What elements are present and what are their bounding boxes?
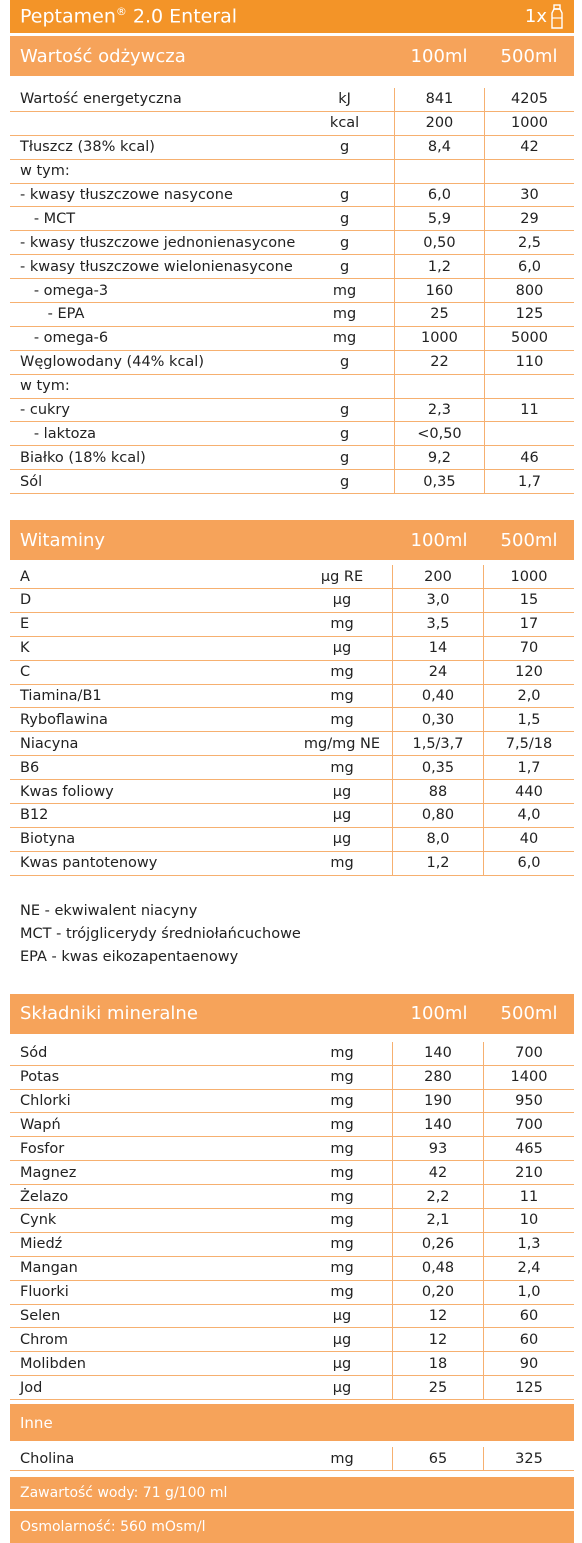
table-row xyxy=(10,636,574,660)
table-row xyxy=(10,159,574,183)
row-value-500ml: 90 xyxy=(484,1352,575,1376)
bottle-icon xyxy=(550,4,564,30)
table-row xyxy=(10,398,574,422)
row-unit: µg xyxy=(292,827,393,851)
row-unit: kJ xyxy=(295,88,394,111)
row-value-500ml: 1,0 xyxy=(484,1280,575,1304)
row-value-500ml: 30 xyxy=(485,183,575,207)
row-value-500ml: 325 xyxy=(484,1447,575,1470)
water-content: Zawartość wody: 71 g/100 ml xyxy=(10,1475,574,1509)
pack-info xyxy=(525,4,564,30)
note-line: MCT - trójglicerydy średniołańcuchowe xyxy=(20,925,301,942)
row-unit: mg xyxy=(292,1185,393,1209)
row-value-100ml: 93 xyxy=(393,1137,484,1161)
row-name: Sód xyxy=(10,1042,292,1065)
row-value-500ml: 1,5 xyxy=(484,708,575,732)
table-row xyxy=(10,1065,574,1089)
row-unit: mg xyxy=(292,1137,393,1161)
row-value-500ml: 440 xyxy=(484,780,575,804)
row-value-500ml: 465 xyxy=(484,1137,575,1161)
table-row xyxy=(10,804,574,828)
row-value-500ml xyxy=(485,159,575,183)
row-name: Jod xyxy=(10,1376,292,1400)
table-row xyxy=(10,1232,574,1256)
row-unit: µg xyxy=(292,1352,393,1376)
row-name: Niacyna xyxy=(10,732,292,756)
row-unit: mg xyxy=(292,1065,393,1089)
row-unit: mg xyxy=(292,1042,393,1065)
row-name: - omega-3 xyxy=(10,279,295,303)
row-value-100ml: 6,0 xyxy=(394,183,484,207)
row-value-500ml: 700 xyxy=(484,1042,575,1065)
row-value-100ml: 2,1 xyxy=(393,1208,484,1232)
row-value-100ml: 25 xyxy=(394,303,484,327)
row-unit: mg xyxy=(292,684,393,708)
row-value-500ml: 60 xyxy=(484,1328,575,1352)
row-name: Żelazo xyxy=(10,1185,292,1209)
table-row xyxy=(10,1137,574,1161)
row-unit: µg xyxy=(292,1376,393,1400)
row-value-100ml: 190 xyxy=(393,1089,484,1113)
row-value-100ml: 200 xyxy=(394,111,484,135)
row-unit: mg xyxy=(292,1113,393,1137)
row-value-500ml: 125 xyxy=(485,303,575,327)
row-value-100ml: <0,50 xyxy=(394,422,484,446)
row-name: Chlorki xyxy=(10,1089,292,1113)
row-value-500ml: 210 xyxy=(484,1161,575,1185)
table-row xyxy=(10,326,574,350)
table-row xyxy=(10,207,574,231)
row-name: Kwas foliowy xyxy=(10,780,292,804)
table-row xyxy=(10,470,574,494)
row-value-100ml: 65 xyxy=(393,1447,484,1470)
row-unit: mg xyxy=(292,756,393,780)
row-unit: mg xyxy=(292,1089,393,1113)
row-unit: g xyxy=(295,422,394,446)
row-unit: g xyxy=(295,398,394,422)
row-name: D xyxy=(10,589,292,613)
row-value-500ml: 11 xyxy=(484,1185,575,1209)
table-row xyxy=(10,780,574,804)
row-name: Biotyna xyxy=(10,827,292,851)
row-unit: g xyxy=(295,183,394,207)
row-unit: mg/mg NE xyxy=(292,732,393,756)
row-value-500ml xyxy=(485,422,575,446)
col-500ml-header: 500ml xyxy=(500,1003,558,1025)
row-value-500ml: 950 xyxy=(484,1089,575,1113)
row-name: C xyxy=(10,660,292,684)
table-row xyxy=(10,565,574,588)
row-unit: mg xyxy=(292,1256,393,1280)
vitamins-title: Witaminy xyxy=(20,529,106,551)
row-name: Kwas pantotenowy xyxy=(10,851,292,875)
row-name: - MCT xyxy=(10,207,295,231)
row-unit xyxy=(295,374,394,398)
row-name: Tłuszcz (38% kcal) xyxy=(10,135,295,159)
row-name: Molibden xyxy=(10,1352,292,1376)
row-value-100ml: 140 xyxy=(393,1113,484,1137)
table-row xyxy=(10,374,574,398)
row-name: - omega-6 xyxy=(10,326,295,350)
row-name: Wartość energetyczna xyxy=(10,88,295,111)
row-value-500ml: 1,7 xyxy=(485,470,575,494)
row-unit: g xyxy=(295,350,394,374)
row-value-100ml: 140 xyxy=(393,1042,484,1065)
row-value-100ml: 18 xyxy=(393,1352,484,1376)
row-unit: g xyxy=(295,135,394,159)
row-value-100ml: 8,4 xyxy=(394,135,484,159)
table-row xyxy=(10,851,574,875)
table-row xyxy=(10,1352,574,1376)
row-name: Węglowodany (44% kcal) xyxy=(10,350,295,374)
table-row xyxy=(10,684,574,708)
row-value-100ml: 0,48 xyxy=(393,1256,484,1280)
table-row xyxy=(10,589,574,613)
row-name: Fluorki xyxy=(10,1280,292,1304)
row-value-500ml: 1,7 xyxy=(484,756,575,780)
row-unit: mg xyxy=(292,612,393,636)
row-name: - EPA xyxy=(10,303,295,327)
row-unit: mg xyxy=(292,1208,393,1232)
row-name: Cholina xyxy=(10,1447,292,1470)
row-value-500ml: 40 xyxy=(484,827,575,851)
table-row xyxy=(10,1089,574,1113)
row-value-500ml: 700 xyxy=(484,1113,575,1137)
row-unit: µg xyxy=(292,780,393,804)
table-row xyxy=(10,1304,574,1328)
row-value-500ml: 6,0 xyxy=(485,255,575,279)
osmolarity: Osmolarność: 560 mOsm/l xyxy=(10,1509,574,1543)
product-title xyxy=(20,5,237,27)
row-value-100ml: 1000 xyxy=(394,326,484,350)
row-value-100ml: 0,50 xyxy=(394,231,484,255)
row-value-100ml: 0,80 xyxy=(393,804,484,828)
row-value-500ml: 11 xyxy=(485,398,575,422)
note-line: NE - ekwiwalent niacyny xyxy=(20,902,198,919)
pack-count: 1x xyxy=(524,6,547,27)
row-unit: g xyxy=(295,231,394,255)
row-name: Wapń xyxy=(10,1113,292,1137)
row-value-500ml: 46 xyxy=(485,446,575,470)
row-unit: mg xyxy=(292,1161,393,1185)
row-name: - laktoza xyxy=(10,422,295,446)
row-name: Ryboflawina xyxy=(10,708,292,732)
row-value-100ml: 8,0 xyxy=(393,827,484,851)
row-value-100ml: 24 xyxy=(393,660,484,684)
row-value-100ml: 88 xyxy=(393,780,484,804)
table-row xyxy=(10,183,574,207)
table-row xyxy=(10,612,574,636)
table-row xyxy=(10,1113,574,1137)
row-unit: mg xyxy=(292,851,393,875)
row-value-100ml: 1,2 xyxy=(393,851,484,875)
nutrition-title: Wartość odżywcza xyxy=(20,45,186,67)
note-line: EPA - kwas eikozapentaenowy xyxy=(20,948,239,965)
row-name: w tym: xyxy=(10,374,295,398)
product-name: Peptamen xyxy=(20,5,116,28)
product-header xyxy=(10,0,574,36)
row-value-100ml: 9,2 xyxy=(394,446,484,470)
table-row xyxy=(10,350,574,374)
table-row xyxy=(10,732,574,756)
row-name: E xyxy=(10,612,292,636)
row-name: Potas xyxy=(10,1065,292,1089)
table-row xyxy=(10,1208,574,1232)
row-name: A xyxy=(10,565,292,588)
table-row xyxy=(10,1185,574,1209)
row-value-100ml: 280 xyxy=(393,1065,484,1089)
row-name: - cukry xyxy=(10,398,295,422)
row-value-100ml: 22 xyxy=(394,350,484,374)
table-row xyxy=(10,422,574,446)
row-unit: mg xyxy=(295,303,394,327)
col-100ml-header: 100ml xyxy=(410,529,468,551)
row-value-100ml: 0,40 xyxy=(393,684,484,708)
row-value-500ml: 1000 xyxy=(485,111,575,135)
registered-mark: ® xyxy=(115,5,127,19)
row-value-500ml: 4205 xyxy=(485,88,575,111)
minerals-table xyxy=(10,1042,574,1400)
row-value-500ml: 120 xyxy=(484,660,575,684)
row-value-100ml: 200 xyxy=(393,565,484,588)
row-value-100ml: 0,30 xyxy=(393,708,484,732)
table-row xyxy=(10,1328,574,1352)
row-value-500ml: 10 xyxy=(484,1208,575,1232)
row-value-500ml: 2,5 xyxy=(485,231,575,255)
row-name: - kwasy tłuszczowe wielonienasycone xyxy=(10,255,295,279)
row-name: Białko (18% kcal) xyxy=(10,446,295,470)
row-value-100ml: 5,9 xyxy=(394,207,484,231)
table-row xyxy=(10,660,574,684)
row-unit: mg xyxy=(295,279,394,303)
col-500ml-header: 500ml xyxy=(500,45,558,67)
row-value-100ml: 12 xyxy=(393,1304,484,1328)
row-value-100ml: 841 xyxy=(394,88,484,111)
table-row xyxy=(10,111,574,135)
table-row xyxy=(10,279,574,303)
row-name: B6 xyxy=(10,756,292,780)
row-value-500ml: 1,3 xyxy=(484,1232,575,1256)
row-value-100ml: 3,0 xyxy=(393,589,484,613)
row-value-100ml: 14 xyxy=(393,636,484,660)
row-name: - kwasy tłuszczowe nasycone xyxy=(10,183,295,207)
row-value-500ml xyxy=(485,374,575,398)
table-row xyxy=(10,446,574,470)
row-value-500ml: 5000 xyxy=(485,326,575,350)
row-unit: mg xyxy=(292,708,393,732)
row-name: Tiamina/B1 xyxy=(10,684,292,708)
vitamins-table xyxy=(10,565,574,876)
other-table xyxy=(10,1447,574,1471)
row-value-500ml: 4,0 xyxy=(484,804,575,828)
other-title: Inne xyxy=(20,1413,53,1432)
table-row xyxy=(10,1280,574,1304)
row-value-100ml: 2,3 xyxy=(394,398,484,422)
row-name: Miedź xyxy=(10,1232,292,1256)
row-value-100ml: 0,35 xyxy=(394,470,484,494)
row-value-100ml: 12 xyxy=(393,1328,484,1352)
row-value-100ml: 1,2 xyxy=(394,255,484,279)
vitamins-section-header xyxy=(10,520,574,560)
table-row xyxy=(10,1376,574,1400)
row-unit: mg xyxy=(292,1232,393,1256)
col-100ml-header: 100ml xyxy=(410,45,468,67)
row-value-500ml: 1400 xyxy=(484,1065,575,1089)
table-row xyxy=(10,827,574,851)
row-value-100ml xyxy=(394,374,484,398)
row-name: Cynk xyxy=(10,1208,292,1232)
table-row xyxy=(10,1447,574,1470)
row-unit: g xyxy=(295,255,394,279)
row-value-100ml: 2,2 xyxy=(393,1185,484,1209)
row-unit: µg RE xyxy=(292,565,393,588)
minerals-title: Składniki mineralne xyxy=(20,1003,198,1025)
row-unit: mg xyxy=(292,1447,393,1470)
row-value-500ml: 29 xyxy=(485,207,575,231)
row-unit: mg xyxy=(295,326,394,350)
other-section-header xyxy=(10,1404,574,1441)
abbreviation-notes xyxy=(10,876,574,969)
row-value-500ml: 15 xyxy=(484,589,575,613)
row-value-100ml: 0,20 xyxy=(393,1280,484,1304)
table-row xyxy=(10,255,574,279)
row-unit: µg xyxy=(292,804,393,828)
row-value-500ml: 17 xyxy=(484,612,575,636)
nutrition-label xyxy=(10,0,574,1543)
row-value-100ml: 0,26 xyxy=(393,1232,484,1256)
row-value-500ml: 110 xyxy=(485,350,575,374)
table-row xyxy=(10,231,574,255)
row-name: Chrom xyxy=(10,1328,292,1352)
row-unit: kcal xyxy=(295,111,394,135)
row-value-100ml xyxy=(394,159,484,183)
row-value-500ml: 2,0 xyxy=(484,684,575,708)
table-row xyxy=(10,1161,574,1185)
row-value-500ml: 7,5/18 xyxy=(484,732,575,756)
table-row xyxy=(10,1042,574,1065)
row-unit: mg xyxy=(292,660,393,684)
row-value-500ml: 42 xyxy=(485,135,575,159)
table-row xyxy=(10,303,574,327)
row-name: Mangan xyxy=(10,1256,292,1280)
row-value-500ml: 1000 xyxy=(484,565,575,588)
row-value-100ml: 42 xyxy=(393,1161,484,1185)
row-unit xyxy=(295,159,394,183)
row-name: - kwasy tłuszczowe jednonienasycone xyxy=(10,231,295,255)
row-value-100ml: 25 xyxy=(393,1376,484,1400)
row-value-500ml: 2,4 xyxy=(484,1256,575,1280)
row-name: K xyxy=(10,636,292,660)
row-name: Magnez xyxy=(10,1161,292,1185)
row-value-500ml: 6,0 xyxy=(484,851,575,875)
row-value-100ml: 1,5/3,7 xyxy=(393,732,484,756)
row-value-100ml: 0,35 xyxy=(393,756,484,780)
row-unit: mg xyxy=(292,1280,393,1304)
table-row xyxy=(10,135,574,159)
minerals-section-header xyxy=(10,994,574,1034)
row-name: Fosfor xyxy=(10,1137,292,1161)
col-100ml-header: 100ml xyxy=(410,1003,468,1025)
row-value-500ml: 60 xyxy=(484,1304,575,1328)
row-name xyxy=(10,111,295,135)
row-value-500ml: 125 xyxy=(484,1376,575,1400)
row-unit: g xyxy=(295,446,394,470)
row-value-100ml: 160 xyxy=(394,279,484,303)
nutrition-table xyxy=(10,88,574,494)
row-value-500ml: 70 xyxy=(484,636,575,660)
row-value-500ml: 800 xyxy=(485,279,575,303)
table-row xyxy=(10,1256,574,1280)
row-unit: µg xyxy=(292,1328,393,1352)
table-row xyxy=(10,88,574,111)
row-name: B12 xyxy=(10,804,292,828)
row-unit: µg xyxy=(292,589,393,613)
row-unit: µg xyxy=(292,636,393,660)
row-name: Selen xyxy=(10,1304,292,1328)
row-value-100ml: 3,5 xyxy=(393,612,484,636)
product-suffix: 2.0 Enteral xyxy=(126,5,238,28)
table-row xyxy=(10,708,574,732)
nutrition-section-header xyxy=(10,36,574,76)
table-row xyxy=(10,756,574,780)
row-unit: g xyxy=(295,207,394,231)
row-name: Sól xyxy=(10,470,295,494)
row-unit: µg xyxy=(292,1304,393,1328)
col-500ml-header: 500ml xyxy=(500,529,558,551)
row-name: w tym: xyxy=(10,159,295,183)
row-unit: g xyxy=(295,470,394,494)
